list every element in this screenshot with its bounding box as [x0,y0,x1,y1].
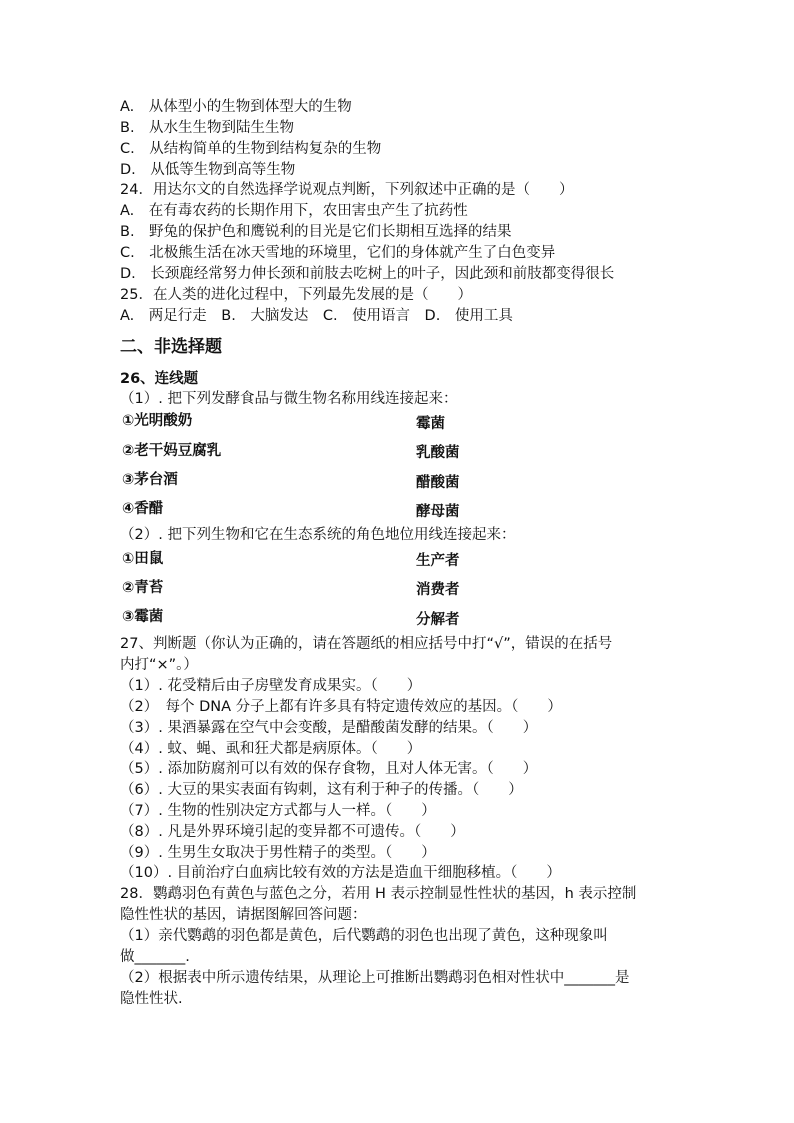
q26-part1-left-item: ②老干妈豆腐乳 [122,443,222,459]
q26-part1-right-item: 霉菌 [416,416,445,432]
q26-part2-left-item: ②青苔 [122,580,164,596]
q26-part1-stem: （1）. 把下列发酵食品与微生物名称用线连接起来： [120,391,458,407]
q27-item: （2） 每个 DNA 分子上都有许多具有特定遗传效应的基因。（ ） [120,699,562,715]
q27-item: （6）. 大豆的果实表面有钩刺，这有利于种子的传播。（ ） [120,782,523,798]
q28-line: 隐性性状的基因，请据图解回答问题： [120,907,367,923]
q26-title: 26、连线题 [120,371,199,387]
q27-item: （7）. 生物的性别决定方式都与人一样。（ ） [120,803,436,819]
q25-options: A. 两足行走 B. 大脑发达 C. 使用语言 D. 使用工具 [120,308,513,324]
q26-part1-left-item: ③茅台酒 [122,472,178,488]
q26-part2-right-item: 分解者 [416,612,460,628]
q26-part2-stem: （2）. 把下列生物和它在生态系统的角色地位用线连接起来： [120,527,516,543]
q26-part1-right-item: 乳酸菌 [416,445,460,461]
q27-item: （3）. 果酒暴露在空气中会变酸，是醋酸菌发酵的结果。（ ） [120,720,538,736]
q23-option-a: A. 从体型小的生物到体型大的生物 [120,99,352,115]
q24-stem: 24．用达尔文的自然选择学说观点判断，下列叙述中正确的是（ ） [120,182,574,198]
q25-stem: 25．在人类的进化过程中，下列最先发展的是（ ） [120,287,472,303]
q28-line: （1）亲代鹦鹉的羽色都是黄色，后代鹦鹉的羽色也出现了黄色，这种现象叫 [120,928,608,944]
q27-item: （5）. 添加防腐剂可以有效的保存食物，且对人体无害。（ ） [120,761,538,777]
q27-item: （4）. 蚊、蝇、虱和狂犬都是病原体。（ ） [120,741,422,757]
q23-option-b: B. 从水生生物到陆生生物 [120,120,295,136]
q27-item: （9）. 生男生女取决于男性精子的类型。（ ） [120,845,436,861]
q26-part1-right-item: 醋酸菌 [416,475,460,491]
q26-part2-right-item: 消费者 [416,582,460,598]
q24-option-d: D. 长颈鹿经常努力伸长颈和前肢去吃树上的叶子，因此颈和前肢都变得很长 [120,266,615,282]
q26-part2-left-item: ①田鼠 [122,551,164,567]
q27-stem-line2: 内打“×”。） [120,657,198,673]
q26-part1-left-item: ④香醋 [122,501,164,517]
q24-option-c: C. 北极熊生活在冰天雪地的环境里，它们的身体就产生了白色变异 [120,245,556,261]
q26-part2-right-item: 生产者 [416,553,460,569]
q24-option-b: B. 野兔的保护色和鹰锐利的目光是它们长期相互选择的结果 [120,224,512,240]
q24-option-a: A. 在有毒农药的长期作用下，农田害虫产生了抗药性 [120,203,468,219]
q28-line: （2）根据表中所示遗传结果，从理论上可推断出鹦鹉羽色相对性状中_______是 [120,970,630,986]
q23-option-d: D. 从低等生物到高等生物 [120,162,296,178]
q28-line: 28．鹦鹉羽色有黄色与蓝色之分，若用 H 表示控制显性性状的基因，h 表示控制 [120,886,637,902]
q23-option-c: C. 从结构简单的生物到结构复杂的生物 [120,141,382,157]
q27-stem-line1: 27、判断题（你认为正确的，请在答题纸的相应括号中打“√”，错误的在括号 [120,636,613,652]
q26-part1-right-item: 酵母菌 [416,504,460,520]
q28-line: 隐性性状. [120,991,183,1007]
q26-part1-left-item: ①光明酸奶 [122,413,193,429]
q27-item: （8）. 凡是外界环境引起的变异都不可遗传。（ ） [120,824,465,840]
q27-item: （1）. 花受精后由子房壁发育成果实。（ ） [120,678,422,694]
q28-line: 做_______. [120,949,190,965]
q26-part2-left-item: ③霉菌 [122,609,164,625]
q27-item: （10）. 目前治疗白血病比较有效的方法是造血干细胞移植。（ ） [120,865,561,881]
section-title: 二、非选择题 [120,337,222,357]
